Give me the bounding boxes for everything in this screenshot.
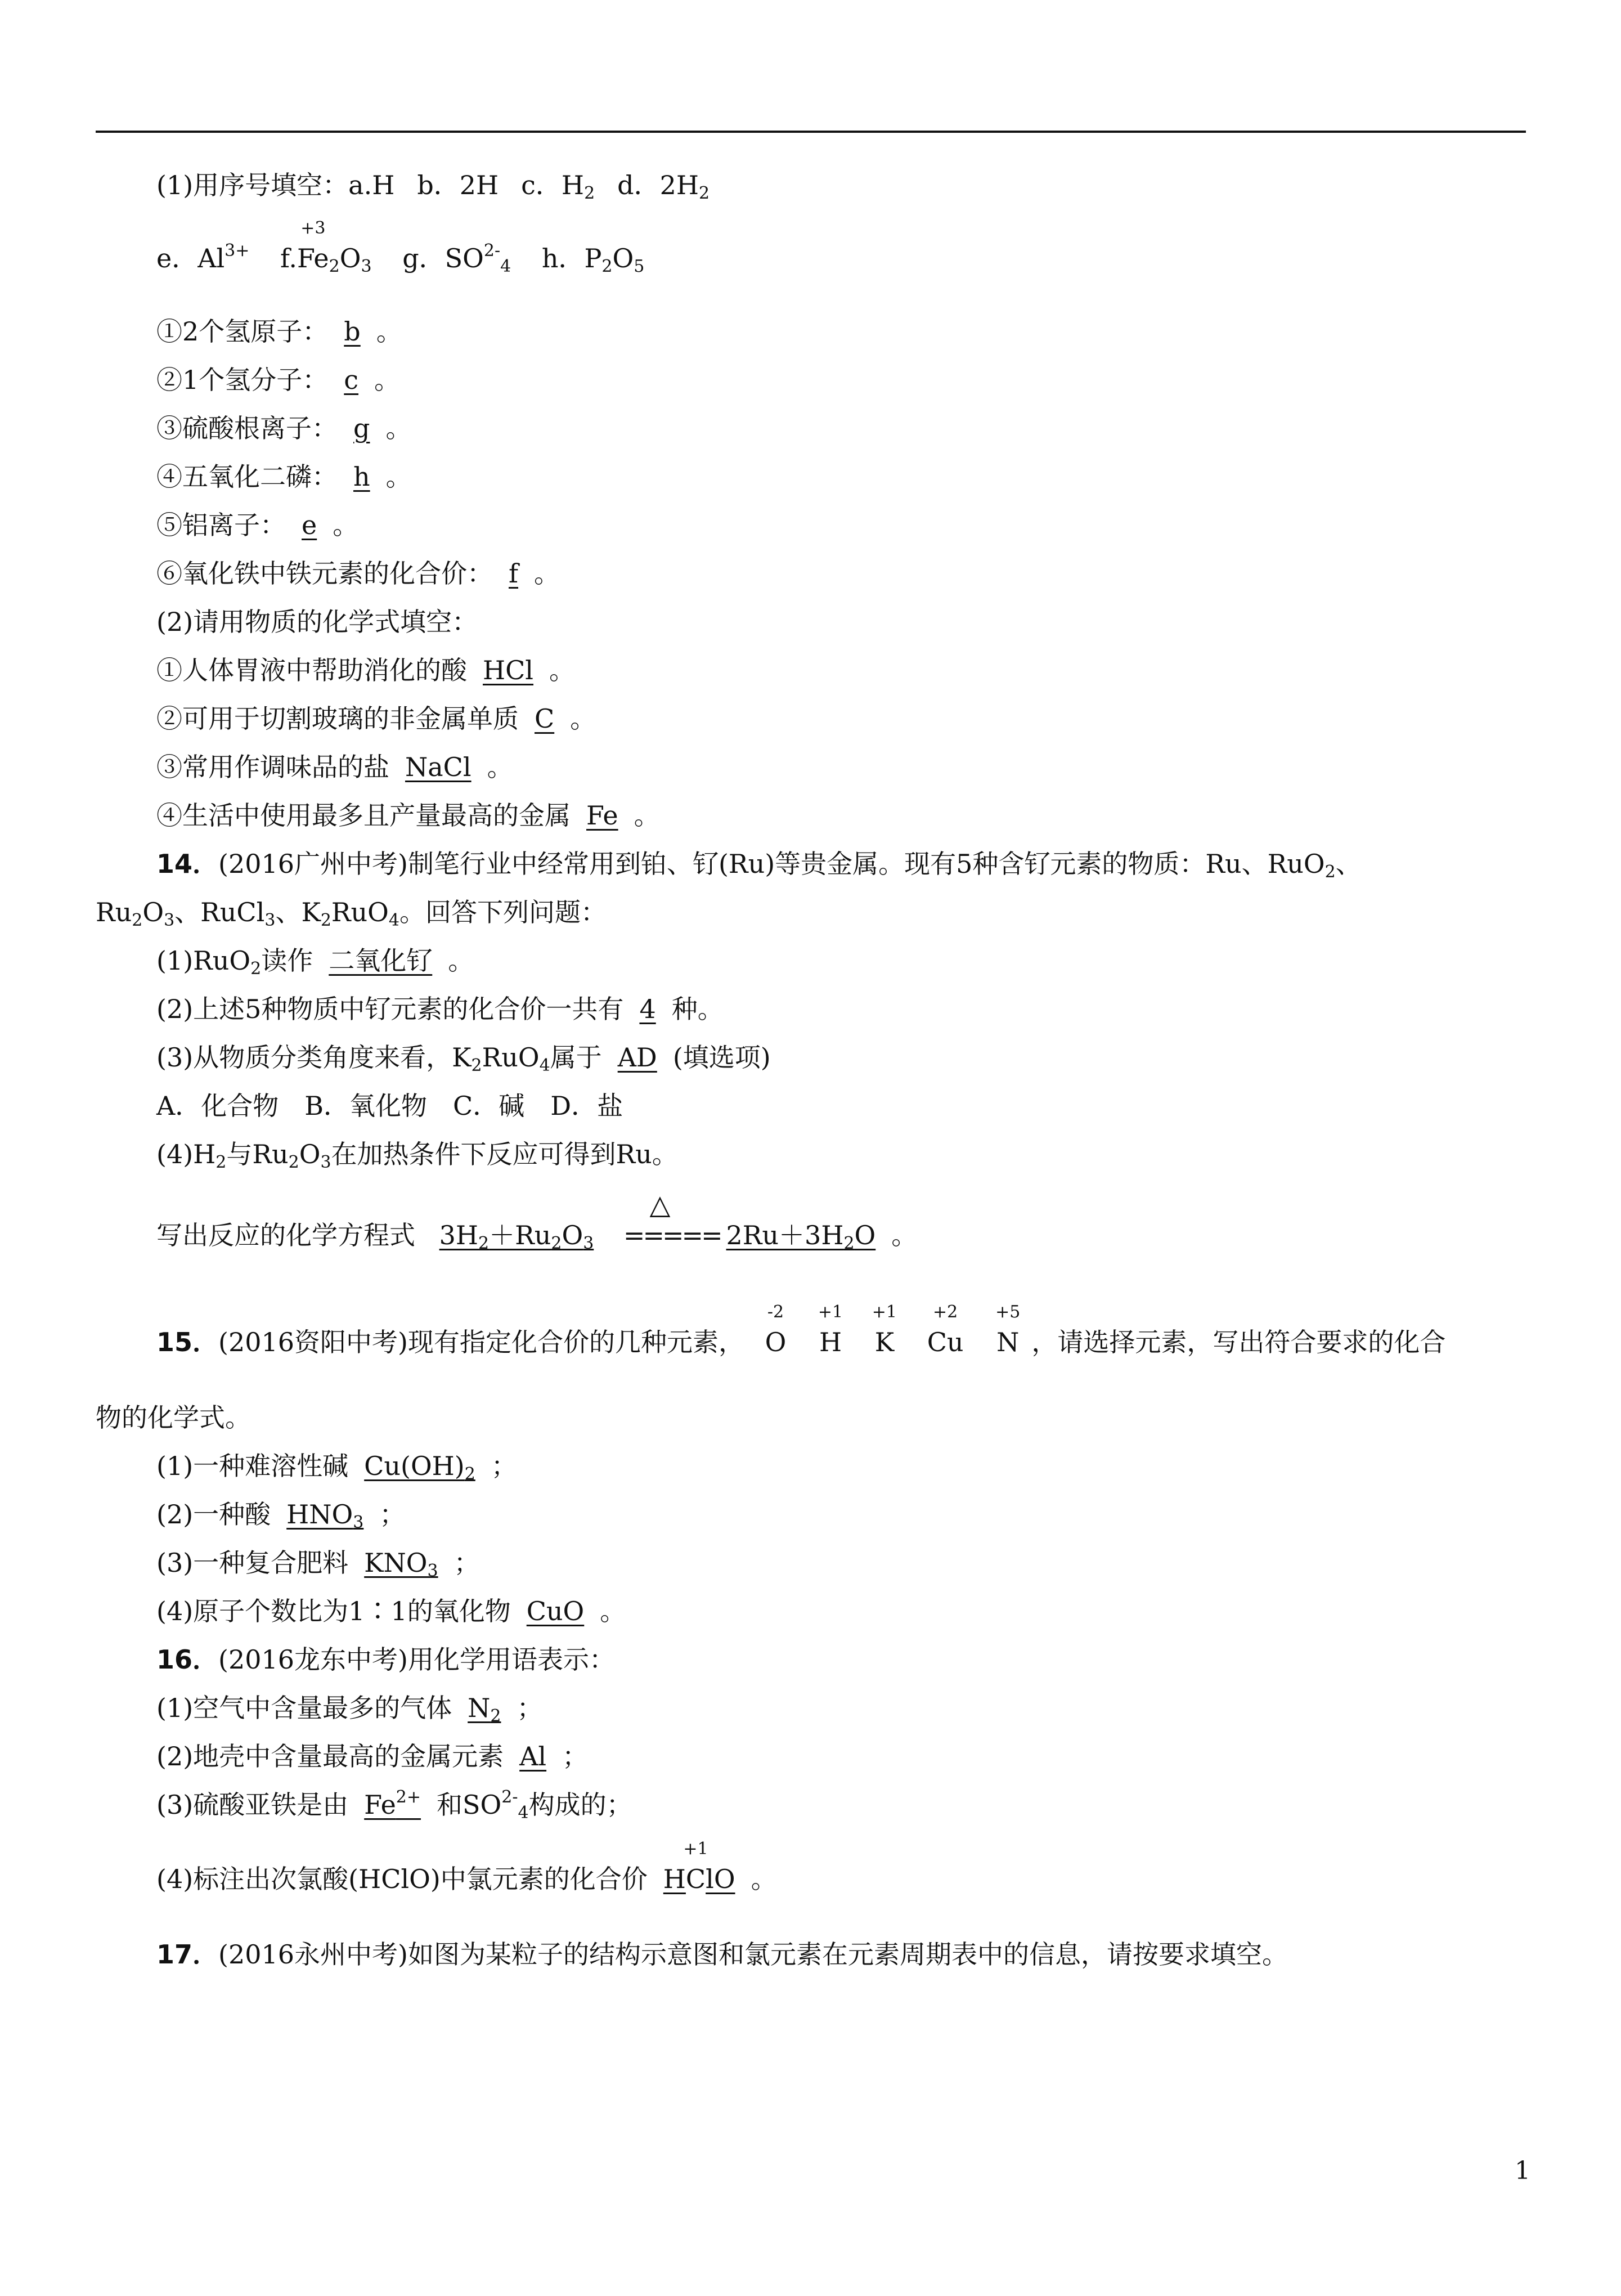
q14-sub-2: (2)上述5种物质中钌元素的化合价一共有 4 种。 [156,993,724,1026]
answer-blank: $KNO_3$ [364,1548,438,1581]
q16-sub-3: (3)硫酸亚铁是由 $Fe^{2+}$ 和$SO^{2-}_4$构成的； [156,1787,632,1823]
answer-blank: g [353,413,370,443]
answer-blank: CuO [526,1596,585,1626]
answer-blank: $Cu(OH)_2$ [364,1451,475,1484]
answer-blank: $2Ru+3H_2O$ [726,1220,876,1253]
reaction-condition: △ ===== [623,1189,721,1250]
answer-blank: Al [519,1741,547,1772]
answer-blank: $Fe^{2+}$ [364,1787,421,1820]
page-number: 1 [1515,2156,1530,2185]
answer-blank: $3H_2+Ru_2O_3$ [439,1220,594,1253]
q13-item-5: ⑤铝离子： e 。 [156,509,358,542]
q13-item-3: ③硫酸根离子： g 。 [156,412,411,446]
q14-sub-1: (1)RuO$_2$读作 二氧化钌 。 [156,945,474,979]
answer-blank: b [344,316,361,347]
q13-part2-item-3: ③常用作调味品的盐 NaCl 。 [156,751,513,784]
q13-options-line-2: e．$Al^{3+}$ f. +3 $Fe_2O_3$ g．$SO^{2-}_4$ h．$P_2O_5$ [156,218,645,276]
answer-blank: NaCl [405,752,472,782]
answer-blank: $HNO_3$ [286,1499,364,1532]
answer-blank: e [302,510,317,540]
q14-equation: 写出反应的化学方程式 $3H_2+Ru_2O_3$ △ ===== $2Ru+3H_2O$ 。 [156,1189,918,1253]
q15-stem-2: 物的化学式。 [96,1402,251,1433]
q13-options-line-1: (1)用序号填空：a.H b．2H c．$H_2$ d．$2H_2$ [156,170,710,203]
q13-part2-item-2: ②可用于切割玻璃的非金属单质 C 。 [156,702,596,736]
answer-blank: AD [617,1042,657,1073]
q13-item-4: ④五氧化二磷： h 。 [156,460,412,494]
q13-part2-item-4: ④生活中使用最多且产量最高的金属 Fe 。 [156,799,660,833]
answer-blank: 4 [639,994,656,1024]
q15-sub-1: (1)一种难溶性碱 $Cu(OH)_2$ ； [156,1451,517,1484]
q14-stem-2: $Ru_2O_3$、RuCl$_3$、$K_2RuO_4$。回答下列问题： [96,897,607,930]
answer-blank: h [353,461,370,492]
q13-part2-intro: (2)请用物质的化学式填空： [156,607,478,637]
q14-sub-3: (3)从物质分类角度来看，$K_2RuO_4$属于 AD (填选项) [156,1042,771,1075]
header-rule [96,131,1526,133]
answer-blank: C [535,703,555,734]
q15-stem-1: 15．(2016资阳中考)现有指定化合价的几种元素， -2 O +1 H +1 K +2 Cu +5 N ，请选择元素，写出符合要求的化合 [156,1302,1446,1357]
q13-item-2: ②1个氢分子： c 。 [156,364,400,397]
q15-sub-2: (2)一种酸 $HNO_3$ ； [156,1499,406,1532]
q14-stem-1: 14．(2016广州中考)制笔行业中经常用到铂、钌(Ru)等贵金属。现有5种含钌元素的物质：Ru、RuO$_2$、 [156,849,1362,882]
q13-item-1: ①2个氢原子： b 。 [156,315,402,349]
q16-stem: 16．(2016龙东中考)用化学用语表示： [156,1644,615,1675]
q14-choices: A．化合物 B．氧化物 C．碱 D．盐 [156,1091,623,1121]
q16-sub-2: (2)地壳中含量最高的金属元素 Al ； [156,1740,588,1774]
answer-blank: HCl [483,655,534,685]
answer-blank: f [509,558,519,589]
q16-sub-1: (1)空气中含量最多的气体 $N_2$ ； [156,1693,543,1726]
q15-sub-4: (4)原子个数比为1∶1的氧化物 CuO 。 [156,1595,626,1629]
q17-stem: 17．(2016永州中考)如图为某粒子的结构示意图和氯元素在元素周期表中的信息，请按要求填空。 [156,1939,1288,1970]
answer-blank: Fe [586,800,618,831]
q14-sub-4: $(4)H_2$与$Ru_2O_3$在加热条件下反应可得到Ru。 [156,1139,678,1172]
q13-item-6: ⑥氧化铁中铁元素的化合价： f 。 [156,557,560,591]
q16-sub-4: (4)标注出次氯酸(HClO)中氯元素的化合价 H +1 ClO 。 [156,1863,777,1896]
answer-blank: H +1 ClO [663,1839,735,1894]
answer-blank: $N_2$ [468,1693,501,1726]
answer-blank: c [344,365,359,395]
q15-sub-3: (3)一种复合肥料 $KNO_3$ ； [156,1548,480,1581]
q13-part2-item-1: ①人体胃液中帮助消化的酸 HCl 。 [156,654,575,688]
answer-blank: 二氧化钌 [329,945,433,976]
